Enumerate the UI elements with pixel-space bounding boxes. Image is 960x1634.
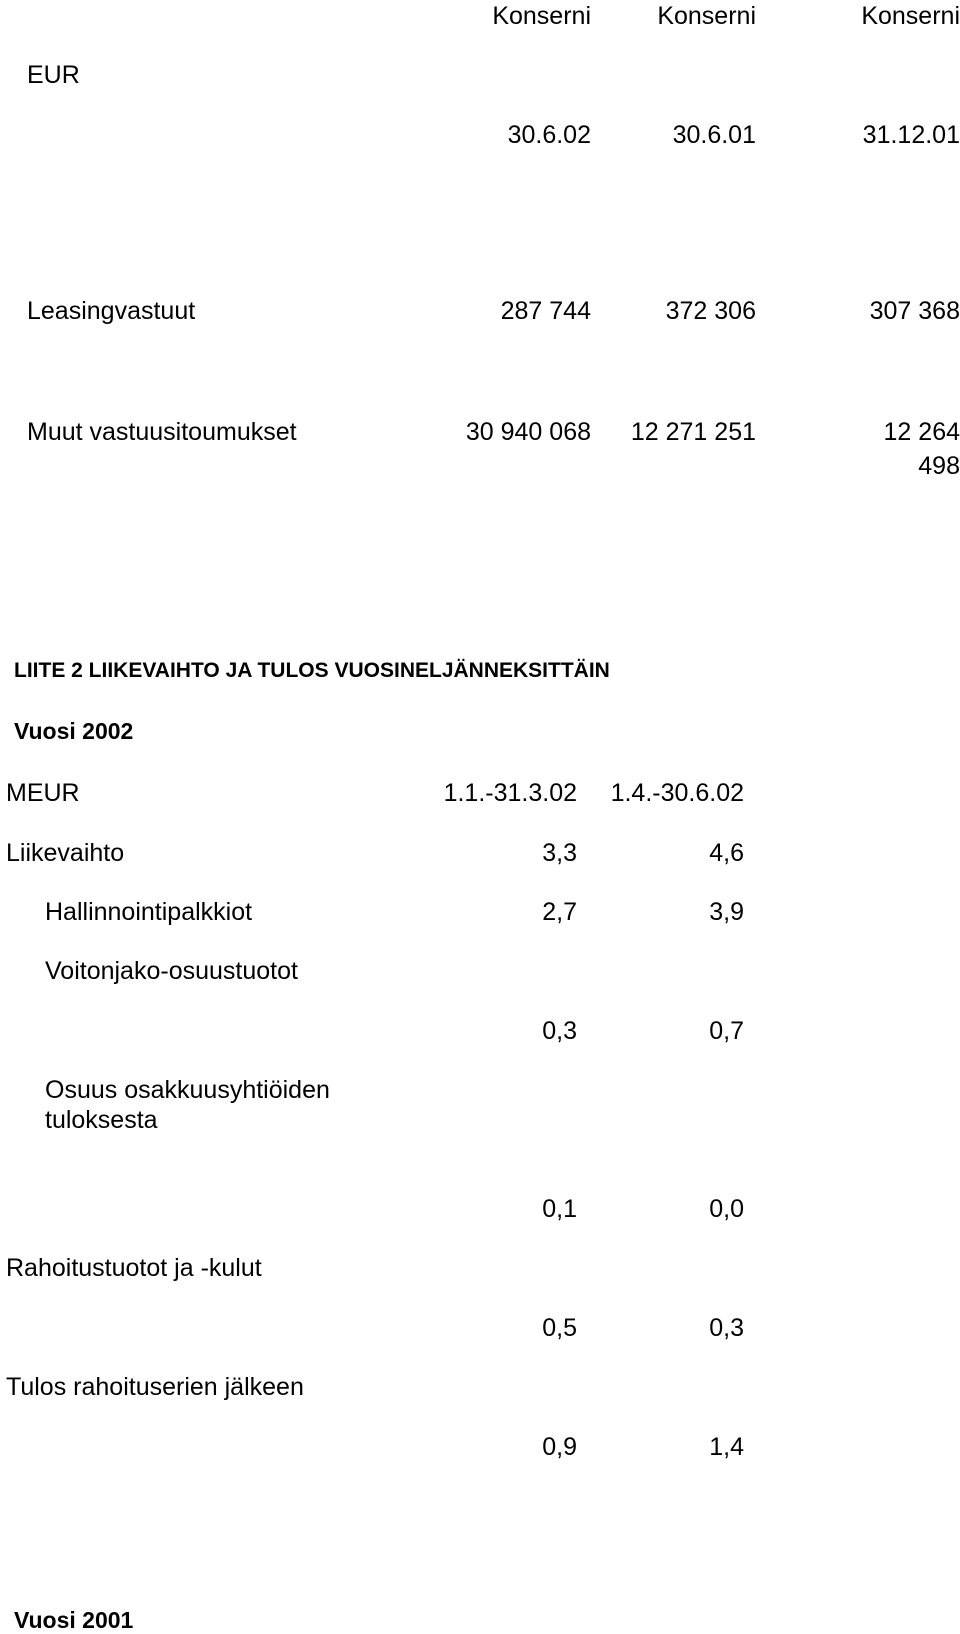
row-label-associates-share-line2: tuloksesta [45,1106,158,1134]
row-value-leasing-1: 287 744 [500,297,591,325]
row-value-profit-sharing-q2: 0,7 [709,1017,744,1045]
row-label-management-fees: Hallinnointipalkkiot [45,898,253,926]
row-label-result-after-financial: Tulos rahoituserien jälkeen [6,1373,304,1401]
row-value-management-fees-q1: 2,7 [542,898,577,926]
row-value-associates-share-q1: 0,1 [542,1195,577,1223]
row-value-leasing-3: 307 368 [869,297,960,325]
column-date-2: 30.6.01 [672,121,756,149]
row-value-revenue-q1: 3,3 [542,839,577,867]
row-value-other-commitments-1: 30 940 068 [465,418,591,446]
period-header-q1: 1.1.-31.3.02 [443,779,577,807]
row-label-associates-share-line1: Osuus osakkuusyhtiöiden [45,1076,330,1104]
row-label-other-commitments: Muut vastuusitoumukset [27,418,297,446]
row-value-other-commitments-3b: 498 [918,452,960,480]
row-label-revenue: Liikevaihto [6,839,125,867]
column-date-1: 30.6.02 [507,121,591,149]
row-value-result-after-financial-q2: 1,4 [709,1433,744,1461]
row-value-financial-items-q1: 0,5 [542,1314,577,1342]
row-value-other-commitments-2: 12 271 251 [630,418,756,446]
row-value-financial-items-q2: 0,3 [709,1314,744,1342]
quarterly-unit-label: MEUR [6,779,80,807]
year-heading-2002: Vuosi 2002 [14,718,134,744]
row-value-management-fees-q2: 3,9 [709,898,744,926]
note-title: LIITE 2 LIIKEVAIHTO JA TULOS VUOSINELJÄNNEKSITTÄIN [14,659,610,682]
row-value-profit-sharing-q1: 0,3 [542,1017,577,1045]
column-header-group-3: Konserni [861,2,960,30]
row-label-profit-sharing: Voitonjako-osuustuotot [45,957,298,985]
row-label-leasing: Leasingvastuut [27,297,196,325]
row-value-leasing-2: 372 306 [665,297,756,325]
row-value-revenue-q2: 4,6 [709,839,744,867]
row-label-financial-items: Rahoitustuotot ja -kulut [6,1254,262,1282]
column-date-3: 31.12.01 [862,121,960,149]
row-value-result-after-financial-q1: 0,9 [542,1433,577,1461]
column-header-group-1: Konserni [492,2,591,30]
period-header-q2: 1.4.-30.6.02 [610,779,744,807]
column-header-group-2: Konserni [657,2,756,30]
row-value-other-commitments-3a: 12 264 [883,418,960,446]
year-heading-2001: Vuosi 2001 [14,1607,134,1633]
row-value-associates-share-q2: 0,0 [709,1195,744,1223]
currency-unit-label: EUR [27,61,80,89]
